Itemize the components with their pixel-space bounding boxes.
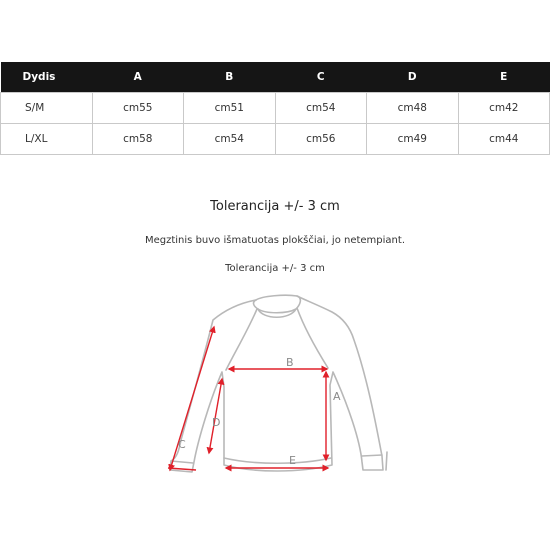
sweater-outline: [170, 295, 387, 472]
measure-cell: cm49: [367, 123, 459, 154]
label-d: D: [212, 416, 221, 429]
header-c: C: [275, 62, 367, 92]
measure-cell: cm42: [458, 92, 550, 123]
size-cell: S/M: [1, 92, 93, 123]
tolerance-note: Tolerancija +/- 3 cm: [225, 263, 325, 274]
measure-cell: cm55: [92, 92, 184, 123]
measurement-arrows: [168, 327, 328, 470]
measure-cell: cm56: [275, 123, 367, 154]
tolerance-title: Tolerancija +/- 3 cm: [210, 199, 340, 214]
label-c: C: [178, 438, 186, 451]
arrow-c: [170, 327, 214, 470]
label-a: A: [333, 390, 341, 403]
header-d: D: [367, 62, 459, 92]
header-e: E: [458, 62, 550, 92]
header-b: B: [184, 62, 276, 92]
label-b: B: [286, 356, 294, 369]
measure-cell: cm48: [367, 92, 459, 123]
header-size: Dydis: [1, 62, 93, 92]
header-a: A: [92, 62, 184, 92]
label-e: E: [289, 454, 296, 467]
size-cell: L/XL: [1, 123, 93, 154]
measure-cell: cm54: [184, 123, 276, 154]
measurement-note: Megztinis buvo išmatuotas plokščiai, jo netempiant.: [144, 235, 405, 246]
measure-cell: cm54: [275, 92, 367, 123]
measure-cell: cm51: [184, 92, 276, 123]
measure-cell: cm58: [92, 123, 184, 154]
measure-cell: cm44: [458, 123, 550, 154]
